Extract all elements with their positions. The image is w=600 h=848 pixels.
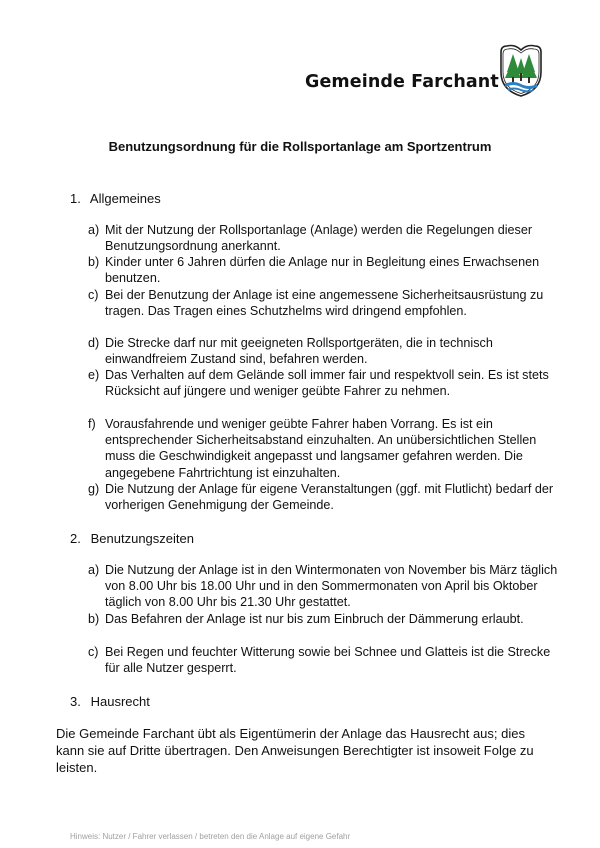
list-item [88,644,558,676]
item-text: Die Nutzung der Anlage ist in den Wintermonaten von November bis März täglich von 8.00 Uhr bis 18.00 Uhr und in den Sommermonaten von April bis Oktober täglich von 8.00 Uhr bis 21.30 Uhr gestattet. [105,563,558,610]
coat-of-arms-icon [495,42,547,98]
item-letter: c) [88,288,99,302]
section-number: 2. [70,531,81,546]
list-item [88,611,558,627]
item-letter: b) [88,255,100,269]
list-item [88,367,558,399]
item-letter: f) [88,417,96,431]
item-text: Vorausfahrende und weniger geübte Fahrer haben Vorrang. Es ist ein entsprechender Sicherheitsabstand einzuhalten. An unübersichtlichen Stellen muss die Geschwindigkeit angepasst und langsamer gefahren werden. Die angegebene Fahrtrichtung ist einzuhalten. [105,417,537,480]
item-text: Bei der Benutzung der Anlage ist eine angemessene Sicherheitsausrüstung zu tragen. Das Tragen eines Schutzhelms wird dringend empfohlen. [105,288,544,319]
item-letter: a) [88,563,100,577]
item-letter: e) [88,368,100,382]
item-letter: b) [88,612,100,626]
list-item [88,254,558,286]
item-text: Das Befahren der Anlage ist nur bis zum Einbruch der Dämmerung erlaubt. [105,612,524,626]
list-item [88,481,558,513]
item-letter: d) [88,336,100,350]
section-title: Hausrecht [90,694,150,709]
section-heading-hausrecht [70,694,150,709]
item-letter: c) [88,645,99,659]
document-title: Benutzungsordnung für die Rollsportanlage am Sportzentrum [108,139,492,154]
footer-note: Hinweis: Nutzer / Fahrer verlassen / betreten den die Anlage auf eigene Gefahr [70,832,351,841]
item-text: Die Strecke darf nur mit geeigneten Rollsportgeräten, die in technisch einwandfreiem Zustand sind, befahren werden. [105,336,493,367]
section-number: 3. [70,694,81,709]
section-title: Allgemeines [89,191,161,206]
list-item [88,416,558,481]
list-item [88,287,558,319]
item-text: Das Verhalten auf dem Gelände soll immer fair und respektvoll sein. Es ist stets Rücksicht auf jüngere und weniger geübte Fahrer zu nehmen. [105,368,549,399]
section-number: 1. [70,191,81,206]
item-text: Kinder unter 6 Jahren dürfen die Anlage nur in Begleitung eines Erwachsenen benutzen. [105,255,540,286]
item-letter: a) [88,223,100,237]
item-text: Bei Regen und feuchter Witterung sowie bei Schnee und Glatteis ist die Strecke für alle Nutzer gesperrt. [105,645,551,676]
section-heading-allgemeines [70,191,161,206]
section-heading-benutzungszeiten [70,531,194,546]
hausrecht-paragraph: Die Gemeinde Farchant übt als Eigentümerin der Anlage das Hausrecht aus; dies kann sie auf Dritte übertragen. Den Anweisungen Berechtigter ist insoweit Folge zu leisten. [56,726,534,775]
item-text: Die Nutzung der Anlage für eigene Veranstaltungen (ggf. mit Flutlicht) bedarf der vorherigen Genehmigung der Gemeinde. [105,482,554,513]
section-title: Benutzungszeiten [90,531,194,546]
item-text: Mit der Nutzung der Rollsportanlage (Anlage) werden die Regelungen dieser Benutzungsordnung anerkannt. [105,223,533,254]
header-brand [305,42,565,102]
list-item [88,222,558,254]
item-letter: g) [88,482,100,496]
list-item [88,562,558,611]
list-item [88,335,558,367]
municipality-name: Gemeinde Farchant [305,72,499,92]
